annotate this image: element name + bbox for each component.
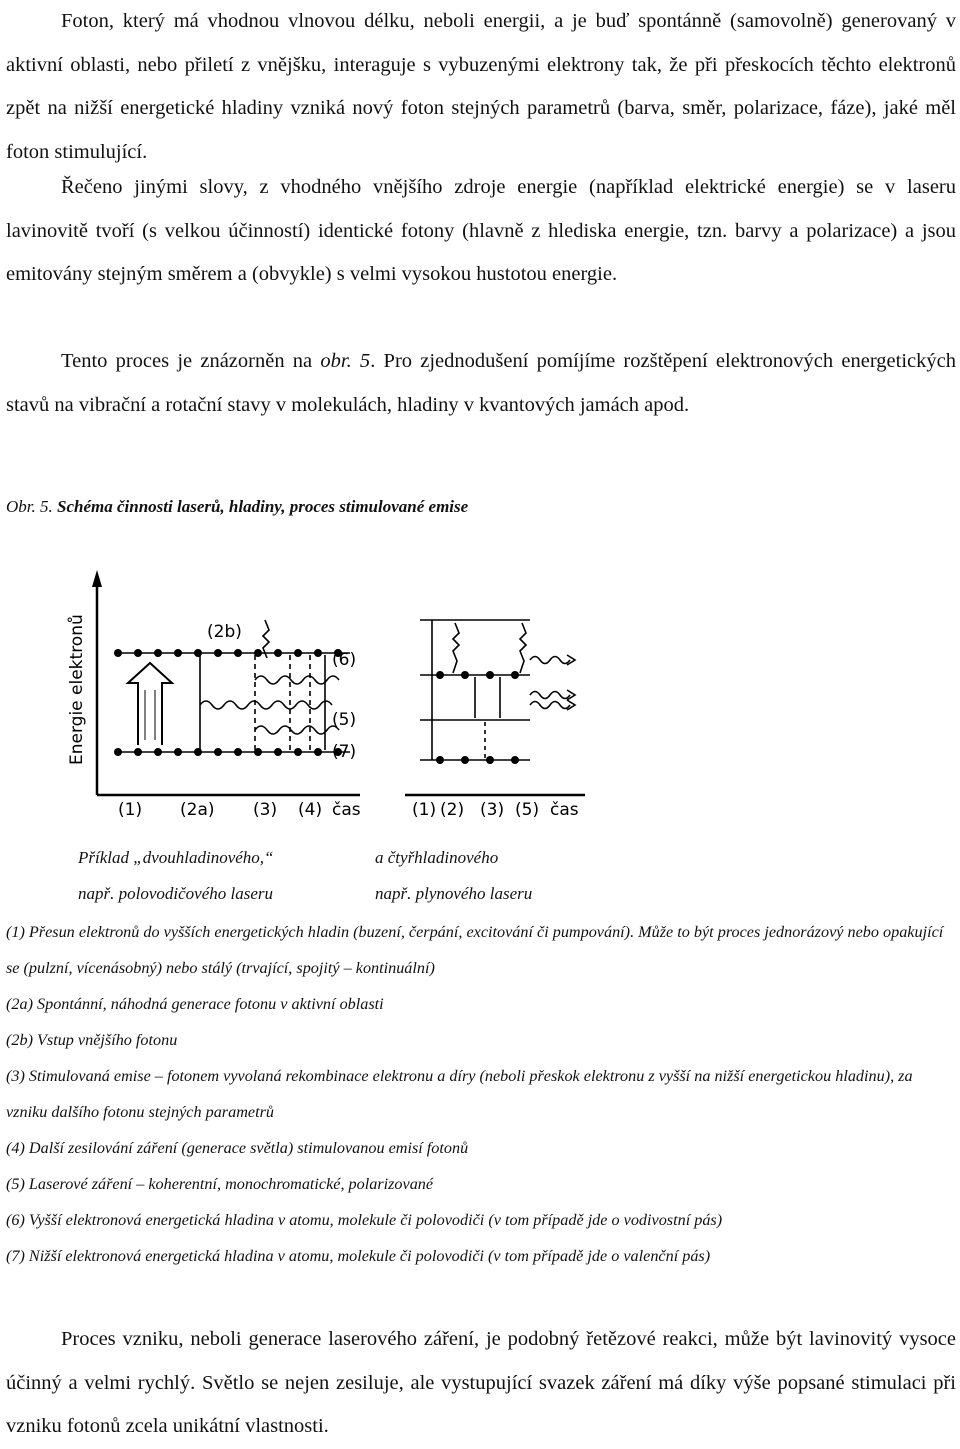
x-label-cas-right: čas <box>550 800 579 820</box>
label-7: (7) <box>332 742 357 762</box>
photons-right <box>530 655 575 710</box>
paragraph-intro-3 <box>6 340 956 427</box>
x-label-2-right: (2) <box>440 800 465 820</box>
paragraph-intro-3-suffix: . Pro zjednodušení pomíjíme rozštěpení elektronových energetických stavů na vibrační a rotační stavy v molekulách, hladiny v kvantových jamách apod. <box>6 350 956 416</box>
lower-level-left <box>114 748 350 756</box>
laser-diagram <box>60 565 600 835</box>
y-axis-arrowhead <box>92 570 102 587</box>
figure-caption-number: Obr. 5. <box>6 497 53 516</box>
note-6: (6) Vyšší elektronová energetická hladina v atomu, molekule či polovodiči (v tom případě jde o vodivostní pás) <box>6 1211 723 1229</box>
laser-diagram-svg <box>60 565 600 830</box>
paragraph-intro-3-prefix: Tento proces je znázorněn na <box>61 350 321 372</box>
photons-left <box>200 676 339 734</box>
label-5: (5) <box>332 710 357 730</box>
note-2a: (2a) Spontánní, náhodná generace fotonu v aktivní oblasti <box>6 995 384 1013</box>
paragraph-outro: Proces vzniku, neboli generace laserového záření, je podobný řetězové reakci, může být lavinovitý vysoce účinný a velmi rychlý. Světlo se nejen zesiluje, ale vystupující svazek záření má díky výše popsané stimulaci při vzniku fotonů zcela unikátní vlastnosti. <box>6 1328 956 1437</box>
x-label-5-right: (5) <box>515 800 540 820</box>
note-7: (7) Nižší elektronová energetická hladina v atomu, molekule či polovodiči (v tom případě jde o valenční pás) <box>6 1247 711 1265</box>
note-3: (3) Stimulovaná emise – fotonem vyvolaná rekombinace elektronu a díry (neboli přeskok elektronu z vyšší na nižší energetickou hladinu), za vzniku dalšího fotonu stejných parametrů <box>6 1067 913 1121</box>
figure-reference: obr. 5 <box>320 350 371 372</box>
legend-left-line-2: např. polovodičového laseru <box>78 884 273 903</box>
transitions-right <box>432 620 526 760</box>
paragraph-intro-2: Řečeno jinými slovy, z vhodného vnějšího zdroje energie (například elektrické energie) se v laseru lavinovitě tvoří (s velkou účinností) identické fotony (hlavně z hlediska energie, tzn. barvy a polarizace) a jsou emitovány stejným směrem a (obvykle) s velmi vysokou hustotou energie. <box>6 176 956 285</box>
x-label-1-left: (1) <box>118 800 143 820</box>
note-5: (5) Laserové záření – koherentní, monochromatické, polarizované <box>6 1175 434 1193</box>
figure-notes <box>6 914 956 1274</box>
legend-left-line-1: Příklad „dvouhladinového,“ <box>78 848 274 867</box>
x-label-3-left: (3) <box>253 800 278 820</box>
upper-level-left <box>114 649 350 657</box>
x-label-1-right: (1) <box>412 800 437 820</box>
x-label-cas-left: čas <box>332 800 361 820</box>
x-label-4: (4) <box>298 800 323 820</box>
note-2b: (2b) Vstup vnějšího fotonu <box>6 1031 178 1049</box>
paragraph-intro-1: Foton, který má vhodnou vlnovou délku, neboli energii, a je buď spontánně (samovolně) generovaný v aktivní oblasti, nebo přiletí z vnějšku, interaguje s vybuzenými elektrony tak, že při přeskocích těchto elektronů zpět na nižší energetické hladiny vzniká nový foton stejných parametrů (barva, směr, polarizace, fáze), jaké měl foton stimulující. <box>6 10 956 163</box>
label-6: (6) <box>332 650 357 670</box>
figure-caption <box>6 497 468 517</box>
legend-right-line-2: např. plynového laseru <box>375 884 533 903</box>
x-label-3-right: (3) <box>480 800 505 820</box>
legend-right-line-1: a čtyřhladinového <box>375 848 499 867</box>
figure-caption-title: Schéma činnosti laserů, hladiny, proces stimulované emise <box>57 497 469 516</box>
note-1: (1) Přesun elektronů do vyšších energetických hladin (buzení, čerpání, excitování či pumpování). Může to být proces jednorázový nebo opakující se (pulzní, vícenásobný) nebo stálý (trvající, spojitý – kontinuální) <box>6 923 944 977</box>
pump-arrow <box>128 663 172 745</box>
note-4: (4) Další zesilování záření (generace světla) stimulovanou emisí fotonů <box>6 1139 469 1157</box>
label-2b: (2b) <box>207 622 242 642</box>
x-label-2a: (2a) <box>180 800 215 820</box>
y-axis-label: Energie elektronů <box>67 614 87 765</box>
